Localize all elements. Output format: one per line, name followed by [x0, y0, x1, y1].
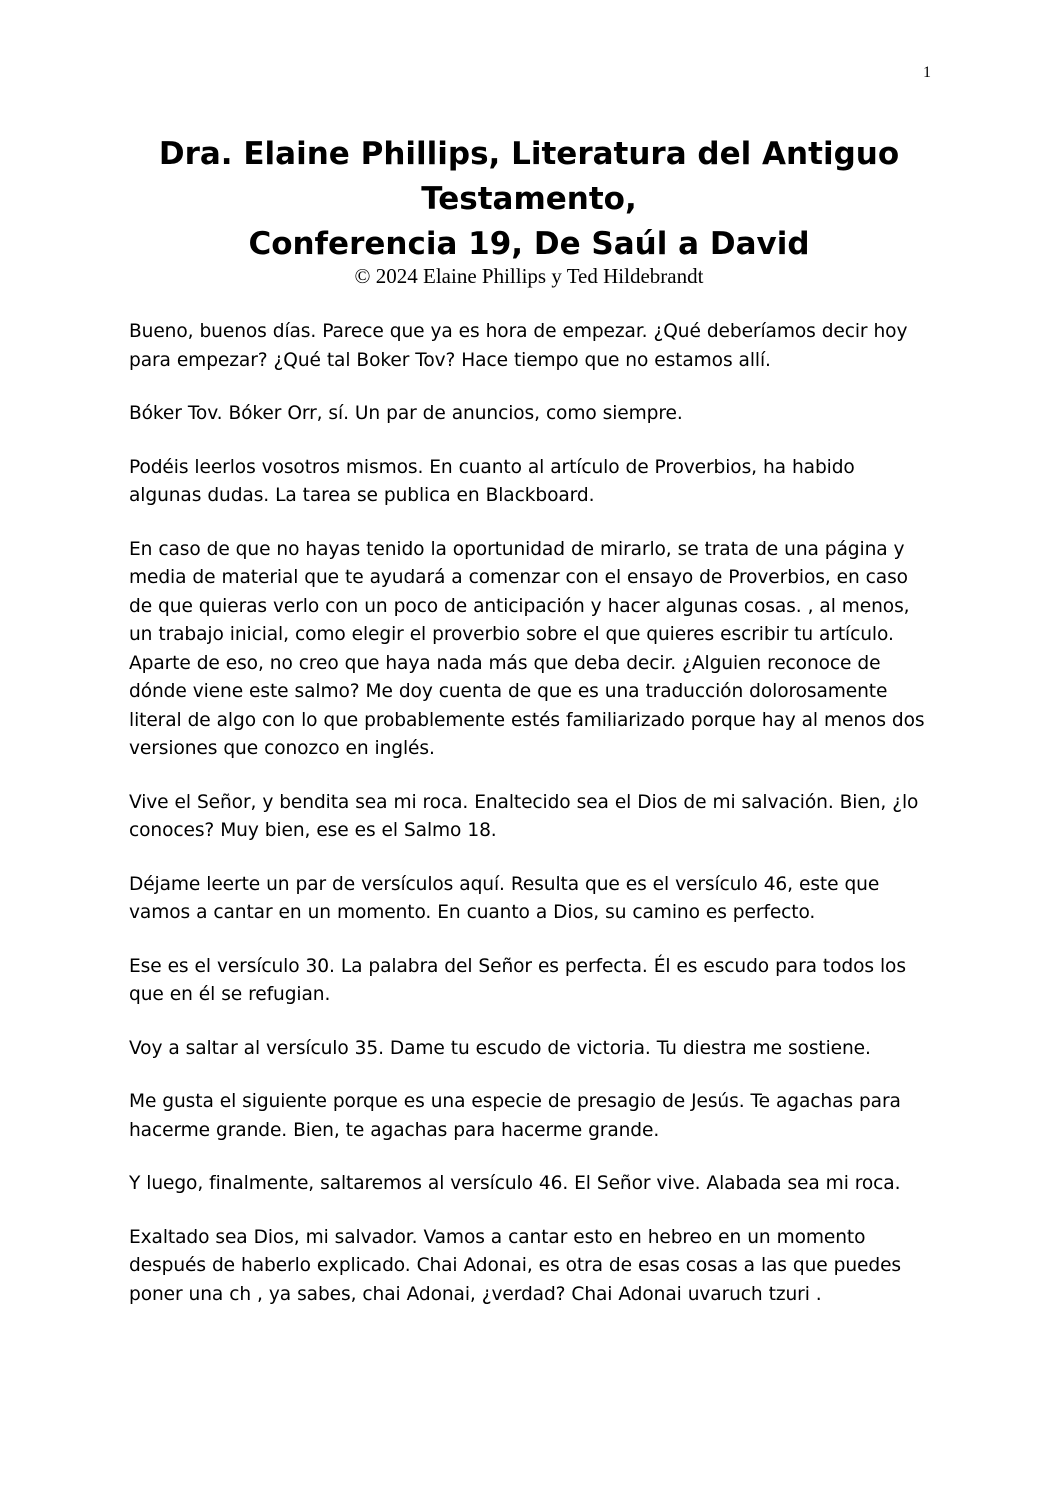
- paragraph: Me gusta el siguiente porque es una especie de presagio de Jesús. Te agachas para hacerme grande. Bien, te agachas para hacerme grande.: [129, 1091, 901, 1141]
- document-body: [129, 318, 929, 1334]
- document-title-line-3: Conferencia 19, De Saúl a David: [248, 226, 810, 262]
- paragraph: Exaltado sea Dios, mi salvador. Vamos a cantar esto en hebreo en un momento después de haberlo explicado. Chai Adonai, es otra de esas cosas a las que puedes poner una ch , ya sabes, chai Adonai, ¿verdad? Chai Adonai uvaruch tzuri .: [129, 1226, 901, 1305]
- paragraph: Y luego, finalmente, saltaremos al versículo 46. El Señor vive. Alabada sea mi roca.: [129, 1173, 901, 1194]
- paragraph: Vive el Señor, y bendita sea mi roca. Enaltecido sea el Dios de mi salvación. Bien, ¿lo conoces? Muy bien, ese es el Salmo 18.: [129, 791, 919, 841]
- paragraph: Ese es el versículo 30. La palabra del Señor es perfecta. Él es escudo para todos los que en él se refugian.: [129, 955, 906, 1005]
- paragraph: Podéis leerlos vosotros mismos. En cuanto al artículo de Proverbios, ha habido algunas dudas. La tarea se publica en Blackboard.: [129, 456, 855, 506]
- paragraph: Bóker Tov. Bóker Orr, sí. Un par de anuncios, como siempre.: [129, 403, 683, 424]
- paragraph: Voy a saltar al versículo 35. Dame tu escudo de victoria. Tu diestra me sostiene.: [129, 1037, 871, 1059]
- page-number: 1: [923, 64, 931, 81]
- document-header: [0, 132, 1058, 289]
- copyright-notice: © 2024 Elaine Phillips y Ted Hildebrandt: [354, 264, 704, 288]
- paragraph: En caso de que no hayas tenido la oportunidad de mirarlo, se trata de una página y media de material que te ayudará a comenzar con el ensayo de Proverbios, en caso de que quieras verlo con un poco de anticipación y hacer algunas cosas. , al menos, un trabajo inicial, como elegir el proverbio sobre el que quieres escribir tu artículo. Aparte de eso, no creo que haya nada más que deba decir. ¿Alguien reconoce de dónde viene este salmo? Me doy cuenta de que es una traducción dolorosamente literal de algo con lo que probablemente estés familiarizado porque hay al menos dos versiones que conozco en inglés.: [129, 538, 925, 759]
- document-title-line-2: Testamento,: [421, 181, 637, 217]
- document-title-line-1: Dra. Elaine Phillips, Literatura del Antiguo: [158, 136, 900, 172]
- paragraph: Déjame leerte un par de versículos aquí. Resulta que es el versículo 46, este que vamos a cantar en un momento. En cuanto a Dios, su camino es perfecto.: [129, 873, 880, 923]
- paragraph: Bueno, buenos días. Parece que ya es hora de empezar. ¿Qué deberíamos decir hoy para empezar? ¿Qué tal Boker Tov? Hace tiempo que no estamos allí.: [129, 321, 908, 371]
